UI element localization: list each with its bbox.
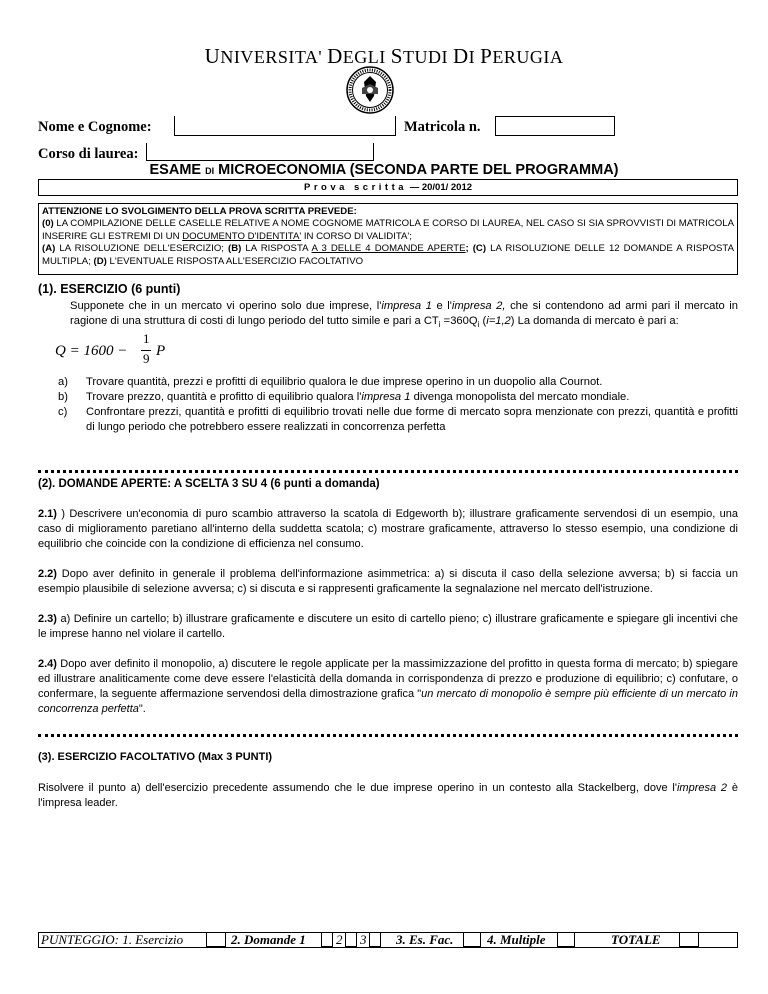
exercise-3-text: Risolvere il punto a) dell'esercizio precedente assumendo che le due imprese operino in un contesto alla Stackelberg, dove l'impresa 2 è l'impresa leader. [38, 782, 739, 809]
name-label: Nome e Cognome: [38, 119, 152, 135]
item-c-text: Confrontare prezzi, quantità e profitti di equilibrio trovati nelle due forme di mercato sopra menzionate con prezzi, quantità e profitti di lungo periodo che potrebbero essere realizzati in concorrenza perfetta [86, 406, 738, 433]
item-a-tag: a) [58, 376, 68, 388]
item-c-tag: c) [58, 406, 68, 418]
matricola-label: Matricola n. [404, 119, 481, 135]
section-3-heading: (3). ESERCIZIO FACOLTATIVO (Max 3 PUNTI) [38, 751, 273, 763]
multiple-label: 4. Multiple [487, 932, 546, 947]
score-field-esercizio[interactable] [206, 933, 226, 947]
question-2-3: 2.3) a) Definire un cartello; b) illustrare graficamente e discutere un esito di cartello pieno; c) illustrare graficamente e spiegare gli incentivi che le imprese hanno nel violare il cartello. [38, 613, 738, 640]
university-name: UNIVERSITA' DEGLI STUDI DI PERUGIA [204, 44, 564, 68]
attention-box: ATTENZIONE LO SVOLGIMENTO DELLA PROVA SCRITTA PREVEDE: (0) LA COMPILAZIONE DELLE CASELLE RELATIVE A NOME COGNOME MATRICOLA E CORSO DI LAUREA, NEL CASO SI SIA SPROVVISTI DI MATRICOLA INSERIRE GLI ESTREMI DI UN DOCUMENTO D'IDENTITA' IN CORSO DI VALIDITA'; (A) LA RISOLUZIONE DELL'ESERCIZIO; (B) LA RISPOSTA A 3 DELLE 4 DOMANDE APERTE; (C) LA RISOLUZIONE DELLE 12 DOMANDE A RISPOSTA MULTIPLA; (D) L'EVENTUALE RISPOSTA ALL'ESERCIZIO FACOLTATIVO [38, 203, 738, 275]
section-divider [38, 470, 738, 473]
question-2-2: 2.2) Dopo aver definito in generale il problema dell'informazione asimmetrica: a) si discuta il caso della selezione avversa; b) si faccia un esempio plausibile di selezione avversa; c) si discuta e si rappresenti graficamente la segnalazione nel mercato dell'istruzione. [38, 568, 739, 595]
exercise-1-intro: Supponete che in un mercato vi operino solo due imprese, l'impresa 1 e l'impresa 2, che si contendono ad armi pari il mercato in ragione di una struttura di costi di lungo periodo del tutto simile e pari a $CT_i =360Q_i$ (i=1,2) La domanda di mercato è pari a: [70, 300, 738, 330]
question-2-1: 2.1) ) Descrivere un'economia di puro scambio attraverso la scatola di Edgeworth b); illustrare graficamente servendosi di un esempio, una caso di miglioramento paretiano all'interno della suddetta scatola; c) mostrare graficamente, attraverso lo stesso esempio, una condizione di equilibrio che coincide con la condizione di efficienza nel consumo. [38, 508, 738, 550]
domanda-2-label: 2 [336, 932, 343, 947]
item-a-text: Trovare quantità, prezzi e profitti di equilibrio qualora le due imprese operino in un duopolio alla Cournot. [86, 376, 603, 388]
section-divider [38, 734, 738, 737]
score-field-es-fac[interactable] [463, 933, 481, 947]
score-field-domanda-3[interactable] [369, 933, 381, 947]
score-label: PUNTEGGIO: 1. Esercizio [41, 932, 184, 947]
corso-field[interactable] [146, 143, 374, 161]
question-2-4: 2.4) Dopo aver definito il monopolio, a) discutere le regole applicate per la massimizzazione del profitto in questa forma di mercato; b) spiegare ed illustrare analiticamente come deve essere l'elasticità della domanda in corrispondenza di prezzo e produzione di equilibrio; c) confutare, o confermare, la seguente affermazione servendosi della dimostrazione grafica "un mercato di monopolio è sempre più efficiente di un mercato in concorrenza perfetta". [38, 658, 738, 715]
name-field[interactable] [174, 116, 396, 136]
esfac-label: 3. Es. Fac. [396, 932, 454, 947]
prova-date-bar: Prova scritta — 20/01/ 2012 [38, 179, 738, 196]
score-field-totale[interactable] [679, 933, 699, 947]
score-field-multiple[interactable] [557, 933, 575, 947]
exam-title: ESAME DI MICROECONOMIA (SECONDA PARTE DEL PROGRAMMA) [149, 162, 619, 178]
totale-label: TOTALE [611, 932, 661, 947]
item-b-text: Trovare prezzo, quantità e profitto di equilibrio qualora l'impresa 1 divenga monopolista del mercato mondiale. [86, 391, 630, 403]
score-bar [38, 932, 738, 948]
corso-label: Corso di laurea: [38, 146, 139, 162]
score-field-domanda-2[interactable] [345, 933, 357, 947]
exercise-1-heading: (1). ESERCIZIO (6 punti) [38, 282, 181, 296]
domande-label: 2. Domande 1 [231, 932, 306, 947]
score-field-domanda-1[interactable] [321, 933, 333, 947]
section-2-heading: (2). DOMANDE APERTE: A SCELTA 3 SU 4 (6 punti a domanda) [38, 478, 380, 490]
domanda-3-label: 3 [360, 932, 367, 947]
matricola-field[interactable] [495, 116, 615, 136]
university-seal-icon [346, 66, 394, 114]
item-b-tag: b) [58, 391, 68, 403]
